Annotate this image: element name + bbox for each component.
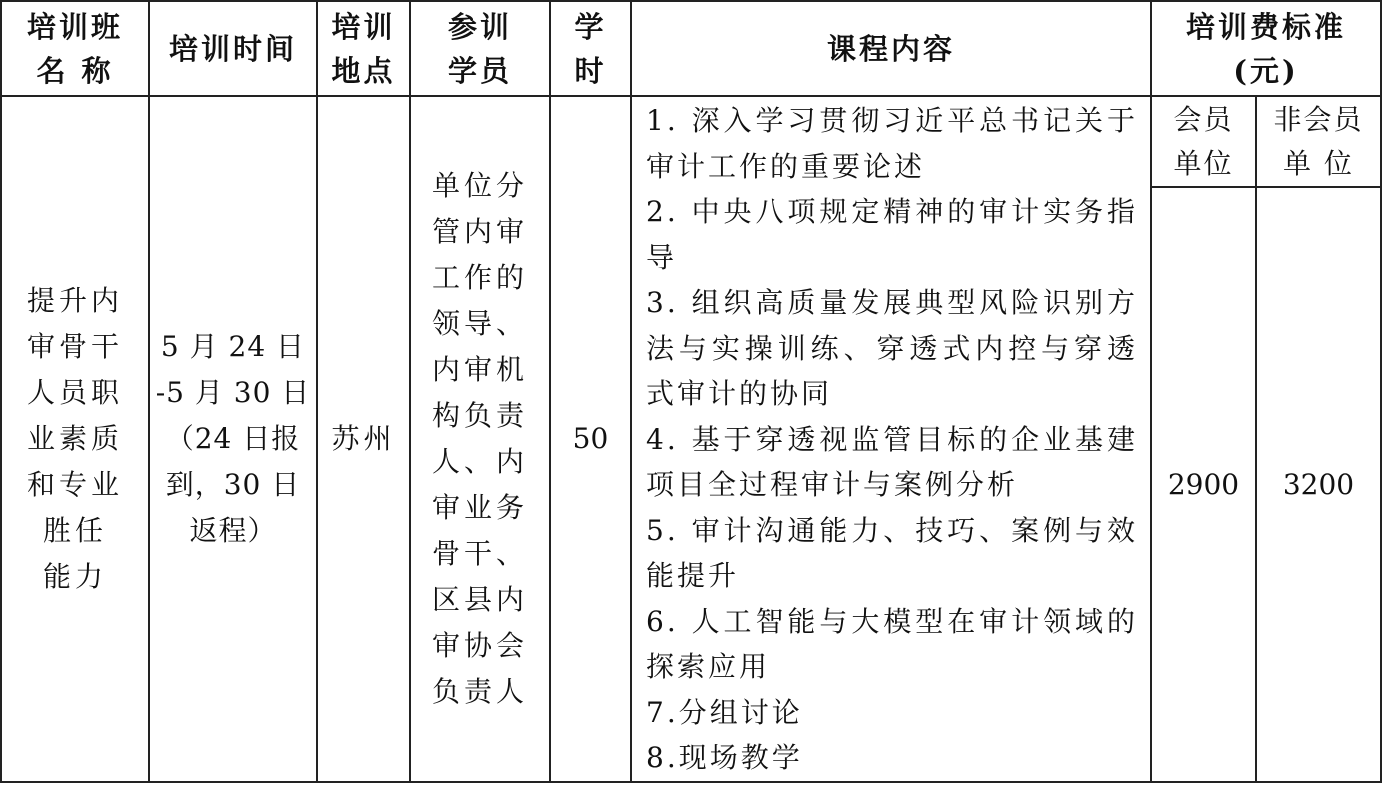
course-item-2: 2. 中央八项规定精神的审计实务指导 [646, 195, 1138, 274]
table-border-bottom [0, 781, 1382, 783]
row-participants: 单位分 管内审 工作的 领导、 内审机 构负责 人、内 审业务 骨干、 区县内 审协会 负责人 [431, 169, 528, 708]
row-class-name: 提升内 审骨干 人员职 业素质 和专业 胜任 能力 [26, 284, 123, 593]
header-fee-standard: 培训费标准 (元) [1185, 9, 1346, 88]
header-hours: 学 时 [574, 9, 607, 88]
course-item-4: 4. 基于穿透视监管目标的企业基建项目全过程审计与案例分析 [646, 422, 1138, 501]
course-item-7: 7.分组讨论 [646, 695, 803, 729]
row-member-fee: 2900 [1167, 467, 1240, 501]
course-item-6: 6. 人工智能与大模型在审计领域的探索应用 [646, 604, 1138, 683]
header-time: 培训时间 [168, 31, 297, 66]
row-hours: 50 [572, 422, 609, 455]
row-non-member-fee: 3200 [1282, 467, 1355, 501]
row-time: 5 月 24 日 -5 月 30 日 （24 日报 到，30 日 返程） [155, 330, 311, 547]
header-member-unit: 会员 单位 [1173, 102, 1234, 180]
course-item-5: 5. 审计沟通能力、技巧、案例与效能提升 [646, 513, 1138, 592]
header-class-name: 培训班 名 称 [26, 9, 123, 88]
header-location: 培训 地点 [331, 9, 396, 88]
course-list [646, 98, 1138, 781]
col-divider-5 [630, 0, 632, 783]
header-course-content: 课程内容 [826, 31, 955, 66]
header-non-member-unit: 非会员 单 位 [1273, 102, 1364, 180]
course-item-8: 8.现场教学 [646, 741, 803, 774]
course-item-3: 3. 组织高质量发展典型风险识别方法与实操训练、穿透式内控与穿透式审计的协同 [646, 286, 1138, 410]
course-item-1: 1. 深入学习贯彻习近平总书记关于审计工作的重要论述 [646, 104, 1138, 183]
row-location: 苏州 [331, 422, 396, 455]
header-participants: 参训 学员 [447, 9, 512, 88]
